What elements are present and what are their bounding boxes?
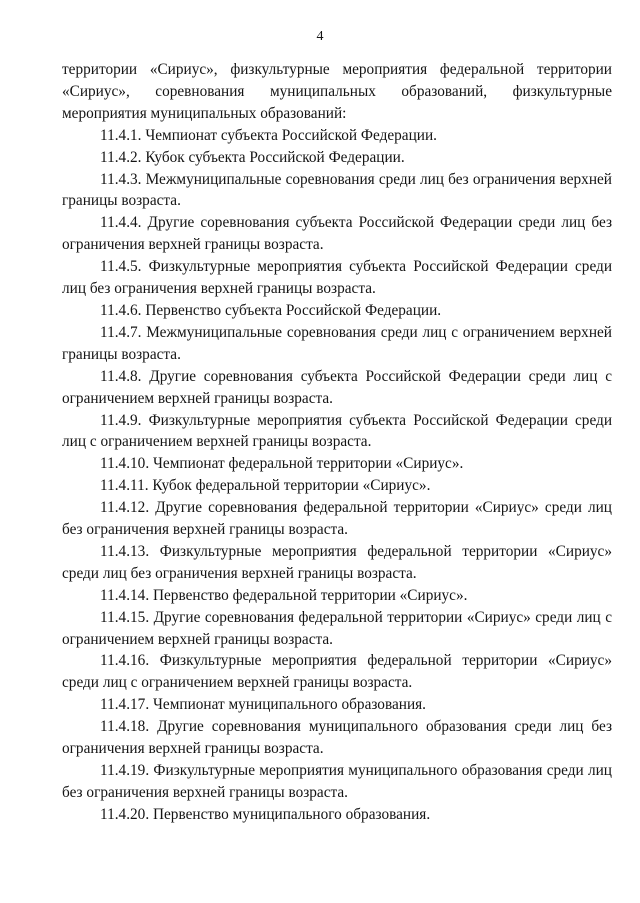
item-11-4-3: 11.4.3. Межмуниципальные соревнования среди лиц без ограничения верхней границы возраста. bbox=[62, 170, 612, 210]
item-11-4-12: 11.4.12. Другие соревнования федеральной территории «Сириус» среди лиц без ограничения верхней границы возраста. bbox=[62, 499, 612, 539]
item-11-4-6: 11.4.6. Первенство субъекта Российской Федерации. bbox=[100, 301, 442, 319]
item-11-4-17: 11.4.17. Чемпионат муниципального образования. bbox=[100, 696, 426, 714]
document-body bbox=[62, 59, 612, 826]
item-11-4-1: 11.4.1. Чемпионат субъекта Российской Федерации. bbox=[100, 126, 437, 144]
item-11-4-14: 11.4.14. Первенство федеральной территории «Сириус». bbox=[100, 586, 468, 604]
item-11-4-4: 11.4.4. Другие соревнования субъекта Российской Федерации среди лиц без ограничения верхней границы возраста. bbox=[62, 214, 612, 254]
item-11-4-19: 11.4.19. Физкультурные мероприятия муниципального образования среди лиц без ограничения верхней границы возраста. bbox=[62, 762, 612, 801]
item-11-4-8: 11.4.8. Другие соревнования субъекта Российской Федерации среди лиц с ограничением верхней границы возраста. bbox=[62, 367, 612, 407]
page-number: 4 bbox=[316, 29, 324, 44]
paragraph-continuation: территории «Сириус», физкультурные мероприятия федеральной территории «Сириус», соревнования муниципальных образований, физкультурные мероприятия муниципальных образований: bbox=[62, 61, 612, 122]
item-11-4-5: 11.4.5. Физкультурные мероприятия субъекта Российской Федерации среди лиц без ограничения верхней границы возраста. bbox=[62, 258, 612, 298]
item-11-4-20: 11.4.20. Первенство муниципального образования. bbox=[100, 805, 431, 823]
item-11-4-2: 11.4.2. Кубок субъекта Российской Федерации. bbox=[100, 148, 405, 166]
item-11-4-7: 11.4.7. Межмуниципальные соревнования среди лиц с ограничением верхней границы возраста. bbox=[62, 323, 612, 363]
item-11-4-13: 11.4.13. Физкультурные мероприятия федеральной территории «Сириус» среди лиц без ограничения верхней границы возраста. bbox=[62, 542, 612, 582]
item-11-4-10: 11.4.10. Чемпионат федеральной территории «Сириус». bbox=[100, 455, 464, 473]
item-11-4-15: 11.4.15. Другие соревнования федеральной территории «Сириус» среди лиц с ограничением верхней границы возраста. bbox=[62, 608, 612, 648]
item-11-4-9: 11.4.9. Физкультурные мероприятия субъекта Российской Федерации среди лиц с ограничением верхней границы возраста. bbox=[62, 411, 612, 451]
item-11-4-11: 11.4.11. Кубок федеральной территории «Сириус». bbox=[100, 477, 431, 495]
item-11-4-18: 11.4.18. Другие соревнования муниципального образования среди лиц без ограничения верхней границы возраста. bbox=[62, 718, 612, 758]
item-11-4-16: 11.4.16. Физкультурные мероприятия федеральной территории «Сириус» среди лиц с ограничением верхней границы возраста. bbox=[62, 652, 612, 692]
